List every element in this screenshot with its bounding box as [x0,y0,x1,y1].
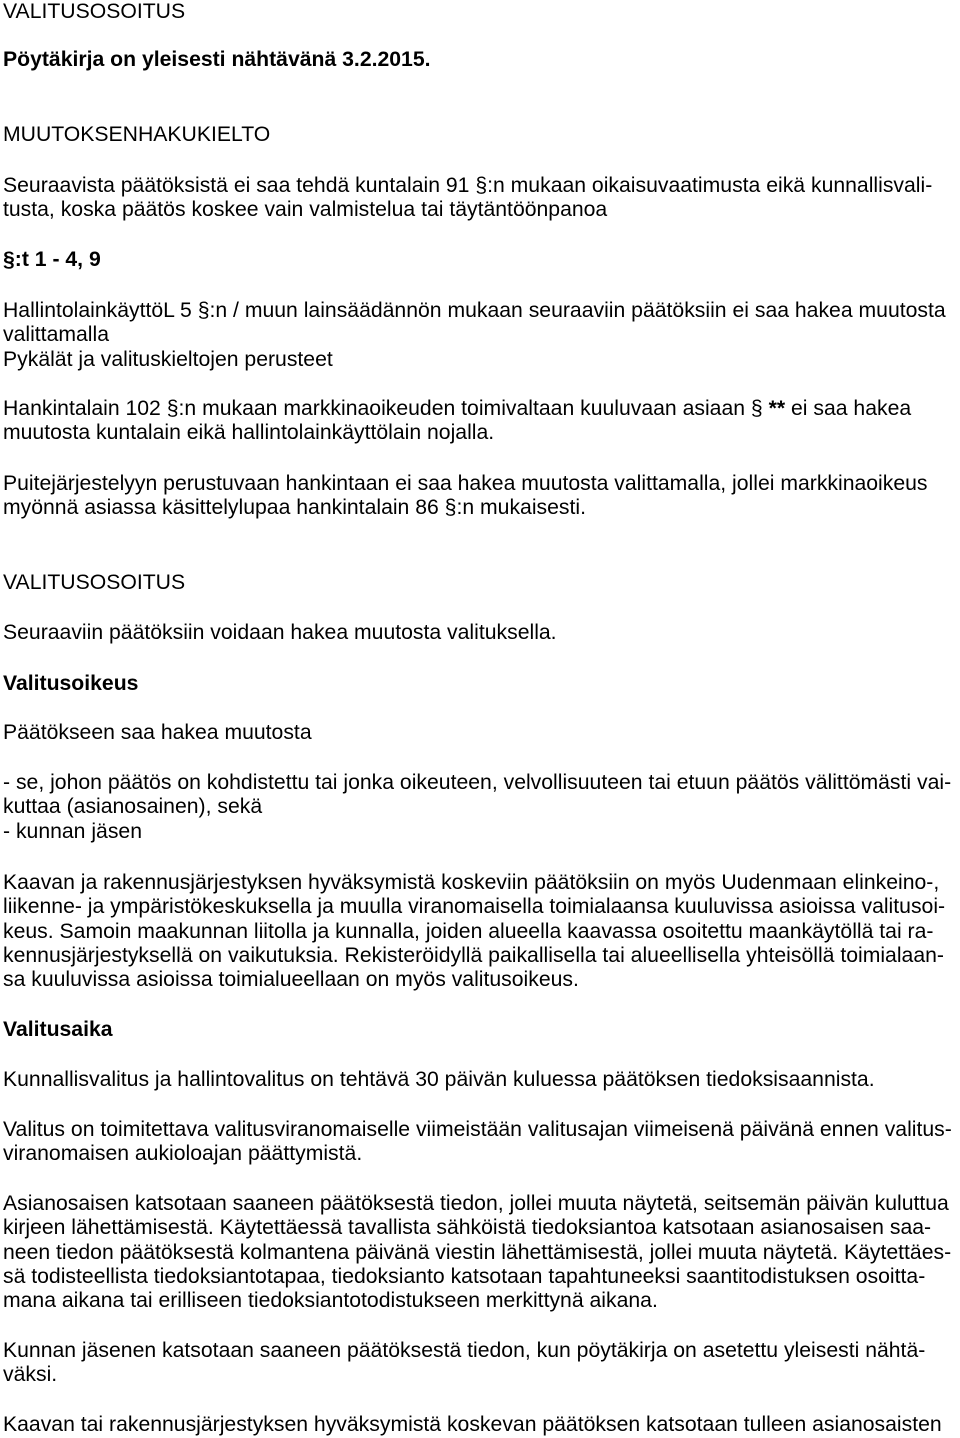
zoning-notification-paragraph [3,1413,942,1437]
paragraph-line: tusta, koska päätös koskee vain valmistelua tai täytäntöönpanoa [3,198,608,222]
publication-notice-block [3,48,431,72]
paragraph-line: Kaavan ja rakennusjärjestyksen hyväksymistä koskeviin päätöksiin on myös Uudenmaan elinkeino-, [3,871,940,894]
paragraph-line: liikenne- ja ympäristökeskuksella ja muulla viranomaisella toimialaansa kuuluvissa asioissa valitusoi- [3,895,946,919]
right-of-appeal-heading-block [3,672,138,696]
appeal-parties-list [3,771,951,844]
paragraph-line: viranomaisen aukioloajan päättymistä. [3,1142,363,1166]
paragraph-line: Valitus on toimitettava valitusviranomaiselle viimeistään valitusajan viimeisenä päivänä ennen valitus- [3,1118,952,1141]
right-of-appeal-lead: Päätökseen saa hakea muutosta [3,721,312,744]
sections-list-block [3,248,101,272]
paragraph-line: valittamalla [3,323,109,347]
paragraph-line: Kunnan jäsenen katsotaan saaneen päätöksestä tiedon, kun pöytäkirja on asetettu yleisesti nähtä- [3,1339,926,1362]
preparatory-decisions-paragraph [3,174,932,223]
paragraph-line [3,397,911,421]
paragraph-line: Seuraavista päätöksistä ei saa tehdä kuntalain 91 §:n mukaan oikaisuvaatimusta eikä kunnallisvali- [3,174,933,197]
member-notification-paragraph [3,1339,925,1388]
paragraph-line: mana aikana tai erilliseen tiedoksiantotodistukseen merkittynä aikana. [3,1289,658,1312]
appeal-period-heading: Valitusaika [3,1018,113,1041]
list-item: kuttaa (asianosainen), sekä [3,795,263,819]
appeal-deadline: Kunnallisvalitus ja hallintovalitus on tehtävä 30 päivän kuluessa päätöksen tiedoksisaannista. [3,1068,875,1091]
document-title-block [3,0,185,24]
paragraph-line: HallintolainkäyttöL 5 §:n / muun lainsäädännön mukaan seuraaviin päätöksiin ei saa hakea muutosta [3,299,946,322]
publication-notice: Pöytäkirja on yleisesti nähtävänä 3.2.2015. [3,48,431,71]
appeal-instructions-heading-block [3,571,185,595]
paragraph-line: myönnä asiassa käsittelylupaa hankintalain 86 §:n mukaisesti. [3,496,586,520]
procurement-marker: ** [768,397,786,420]
paragraph-line: kirjeen lähettämisestä. Käytettäessä tavallista sähköistä tiedoksiantoa katsotaan asianosaisen saa- [3,1216,932,1240]
paragraph-line: väksi. [3,1363,58,1387]
paragraph-line: kennusjärjestyksellä on vaikutuksia. Rekisteröidyllä paikallisella tai alueellisella yhteisöllä toimialaan- [3,943,944,967]
list-item: - kunnan jäsen [3,819,142,843]
paragraph-line: muutosta kuntalain eikä hallintolainkäyttölain nojalla. [3,421,495,445]
zoning-appeal-paragraph [3,871,945,992]
paragraph-line: keus. Samoin maakunnan liitolla ja kunnalla, joiden alueella kaavassa osoitettu maankäytöllä tai ra- [3,919,934,943]
appeal-period-heading-block [3,1018,113,1042]
paragraph-line: sa kuuluvissa asioissa toimialueellaan on myös valitusoikeus. [3,968,579,991]
appeal-instructions-intro: Seuraaviin päätöksiin voidaan hakea muutosta valituksella. [3,621,557,644]
appeal-instructions-heading: VALITUSOSOITUS [3,571,186,594]
appeal-instructions-intro-block [3,621,557,645]
list-item: - se, johon päätös on kohdistettu tai jonka oikeuteen, velvollisuuteen tai etuun päätös välittömästi vai- [3,771,952,794]
right-of-appeal-heading: Valitusoikeus [3,672,139,695]
party-notification-paragraph [3,1192,951,1313]
paragraph-line: sä todisteellista tiedoksiantotapaa, tiedoksianto katsotaan tapahtuneeksi saantitodistuksen osoitta- [3,1264,926,1288]
right-of-appeal-lead-block [3,721,312,745]
appeal-prohibition-heading-block [3,123,270,147]
paragraph-line: Puitejärjestelyyn perustuvaan hankintaan ei saa hakea muutosta valittamalla, jollei markkinaoikeus [3,472,928,495]
other-legislation-paragraph [3,299,946,372]
appeal-deadline-block [3,1068,875,1092]
procurement-line-end: ei saa hakea [790,397,912,420]
sections-list: §:t 1 - 4, 9 [3,248,101,271]
paragraph-line: neen tiedon päätöksestä kolmantena päivänä viestin lähettämisestä, jollei muuta näytetä. Käytettäes- [3,1240,952,1264]
paragraph-line: Pykälät ja valituskieltojen perusteet [3,347,333,371]
submission-paragraph [3,1118,952,1167]
appeal-prohibition-heading: MUUTOKSENHAKUKIELTO [3,123,271,146]
paragraph-line: Asianosaisen katsotaan saaneen päätöksestä tiedon, jollei muuta näytetä, seitsemän päivän kuluttua [3,1192,949,1215]
procurement-paragraph [3,397,911,446]
document-title: VALITUSOSOITUS [3,0,186,23]
paragraph-line: Kaavan tai rakennusjärjestyksen hyväksymistä koskevan päätöksen katsotaan tulleen asianosaisten [3,1413,942,1436]
framework-agreement-paragraph [3,472,928,521]
procurement-line-text: Hankintalain 102 §:n mukaan markkinaoikeuden toimivaltaan kuuluvaan asiaan § [3,397,763,420]
